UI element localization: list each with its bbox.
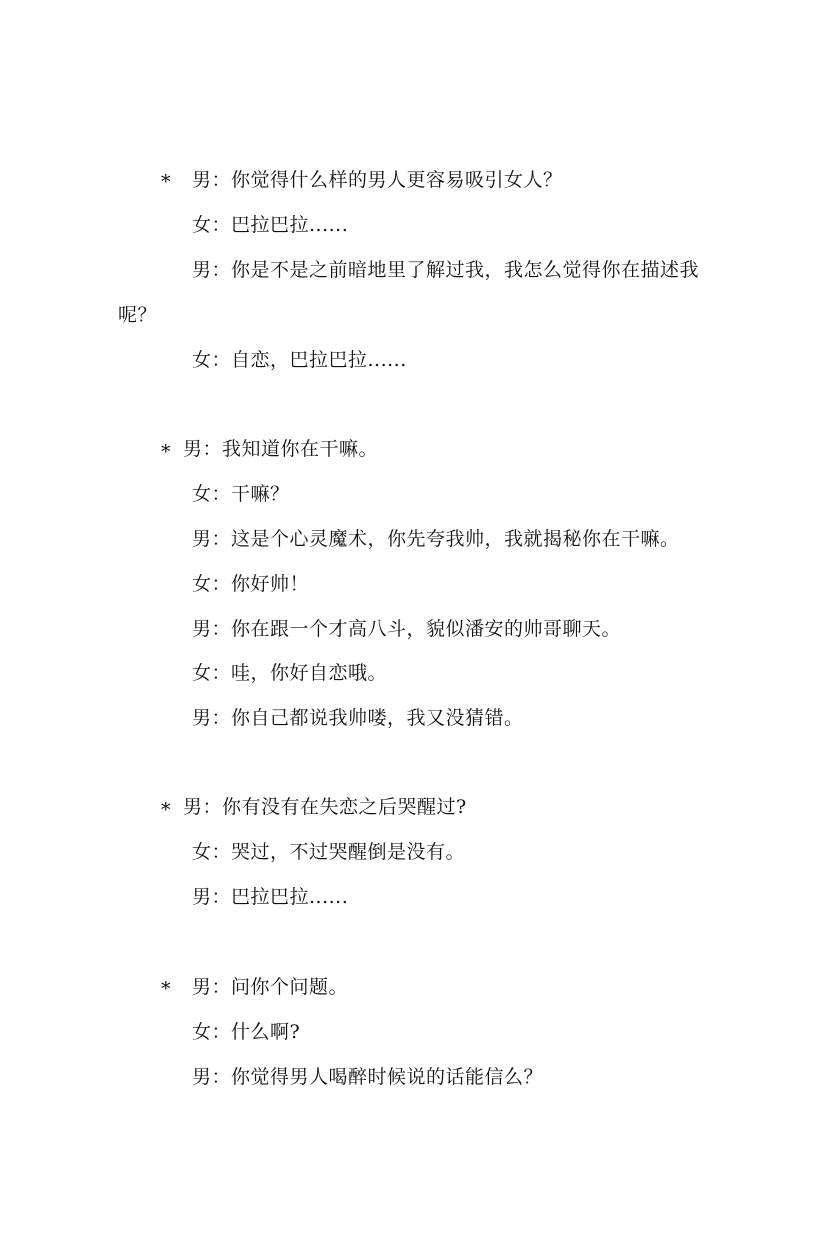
dialogue-line: 男：你自己都说我帅喽，我又没猜错。 bbox=[192, 707, 524, 729]
dialogue-line: 女：巴拉巴拉...... bbox=[192, 214, 349, 236]
dialogue-line: 男：这是个心灵魔术，你先夸我帅，我就揭秘你在干嘛。 bbox=[192, 528, 680, 550]
dialogue-line: 男：你觉得什么样的男人更容易吸引女人？ bbox=[192, 169, 563, 191]
bullet-marker: * bbox=[161, 171, 171, 193]
dialogue-line: 女：自恋，巴拉巴拉...... bbox=[192, 349, 407, 371]
bullet-marker: * bbox=[161, 441, 171, 463]
bullet-marker: * bbox=[161, 799, 171, 821]
dialogue-line: 女：你好帅！ bbox=[192, 573, 310, 595]
dialogue-line: 男：你在跟一个才高八斗，貌似潘安的帅哥聊天。 bbox=[192, 618, 622, 640]
dialogue-line-continuation: 呢？ bbox=[118, 304, 158, 326]
dialogue-line: 女：干嘛？ bbox=[192, 483, 290, 505]
dialogue-line: 男：你有没有在失恋之后哭醒过? bbox=[183, 796, 467, 818]
dialogue-line: 男：巴拉巴拉...... bbox=[192, 886, 349, 908]
dialogue-line: 男：你是不是之前暗地里了解过我，我怎么觉得你在描述我 bbox=[192, 259, 700, 281]
dialogue-line: 女：什么啊? bbox=[192, 1021, 301, 1043]
dialogue-line: 男：问你个问题。 bbox=[192, 976, 349, 998]
bullet-marker: * bbox=[161, 978, 171, 1000]
dialogue-line: 男：你觉得男人喝醉时候说的话能信么？ bbox=[192, 1066, 544, 1088]
dialogue-line: 男：我知道你在干嘛。 bbox=[183, 438, 379, 460]
dialogue-line: 女：哭过，不过哭醒倒是没有。 bbox=[192, 841, 466, 863]
dialogue-line: 女：哇，你好自恋哦。 bbox=[192, 662, 388, 684]
